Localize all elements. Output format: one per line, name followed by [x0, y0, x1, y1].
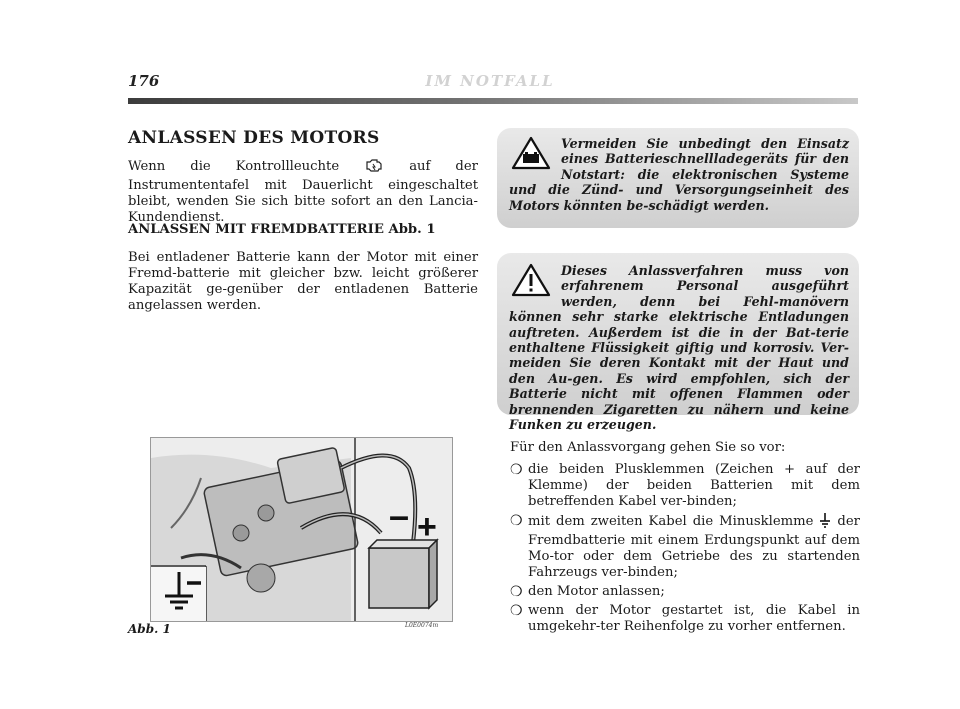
step-text: den Motor anlassen;: [528, 584, 665, 599]
figure-caption: Abb. 1: [128, 622, 171, 636]
bullet-icon: ❍: [510, 603, 523, 619]
intro-paragraph: [128, 157, 478, 226]
bullet-icon: ❍: [510, 513, 523, 529]
step-text: die beiden Plusklemmen (Zeichen + auf der Klemme) der beiden Batterien mit dem betreffenden Kabel ver-binden;: [528, 462, 860, 509]
bullet-icon: ❍: [510, 462, 523, 478]
step-text: wenn der Motor gestartet ist, die Kabel in umgekehr-ter Reihenfolge zu vorher entfernen.: [528, 603, 860, 634]
list-item: [510, 462, 860, 510]
booster-battery-illustration: [369, 540, 437, 608]
list-item: [510, 584, 860, 600]
minus-label: –: [389, 495, 410, 536]
header-rule: [128, 98, 858, 104]
battery-warning-icon: [509, 136, 557, 170]
intro-text-end: auf der Instrumententafel mit Dauerlicht eingeschaltet bleibt, wenden Sie sich bitte sofort an den Lancia-Kundendienst.: [128, 159, 478, 225]
intro-text-start: Wenn die Kontrollleuchte: [128, 159, 340, 174]
jump-start-illustration: [151, 438, 452, 621]
page-number: 176: [128, 72, 160, 90]
figure-code: L0E0074m: [405, 622, 439, 629]
list-item: [510, 513, 860, 581]
warning-box-charger: [497, 128, 859, 228]
step-text: der Fremdbatterie mit einem Erdungspunkt auf dem Mo-tor oder dem Getriebe des zu startenden Fahrzeugs ver-binden;: [528, 514, 860, 580]
jump-start-figure: [150, 437, 453, 622]
step-text: mit dem zweiten Kabel die Minusklemme: [528, 514, 814, 529]
plus-label: +: [417, 508, 437, 546]
section-title: IM NOTFALL: [425, 72, 555, 90]
jump-start-paragraph: Bei entladener Batterie kann der Motor mit einer Fremd-batterie mit gleicher bzw. leicht größerer Kapazität ge-genüber der entladenen Batterie angelassen werden.: [128, 250, 478, 313]
warning-charger-text: Vermeiden Sie unbedingt den Einsatz eines Batterieschnellladegeräts für den Notstart: die elektronischen Systeme und die Zünd- und Versorgungseinheit des Motors könnten be-schädigt werden.: [509, 136, 849, 213]
page-heading: ANLASSEN DES MOTORS: [128, 128, 380, 148]
procedure-intro: Für den Anlassvorgang gehen Sie so vor:: [510, 440, 786, 455]
engine-warning-light-icon: [364, 157, 384, 178]
bullet-icon: ❍: [510, 584, 523, 600]
warning-triangle-icon: [509, 263, 557, 297]
list-item: [510, 603, 860, 635]
jump-start-subheading: ANLASSEN MIT FREMDBATTERIE Abb. 1: [128, 222, 436, 237]
warning-box-procedure: [497, 253, 859, 433]
warning-procedure-text: Dieses Anlassverfahren muss von erfahrenem Personal ausgeführt werden, denn bei Fehl-manövern können sehr starke elektrische Entladungen auftreten. Außerdem ist die in der Bat-terie enthaltene Flüssigkeit giftig und korrosiv. Ver-meiden Sie deren Kontakt mit der Haut und den Au-gen. Es wird empfohlen, sich der Batterie nicht mit offenen Flammen oder brennenden Zigaretten zu nähern und keine Funken zu erzeugen.: [509, 263, 849, 433]
ground-terminal-icon: [819, 513, 831, 533]
procedure-steps: [510, 462, 860, 638]
